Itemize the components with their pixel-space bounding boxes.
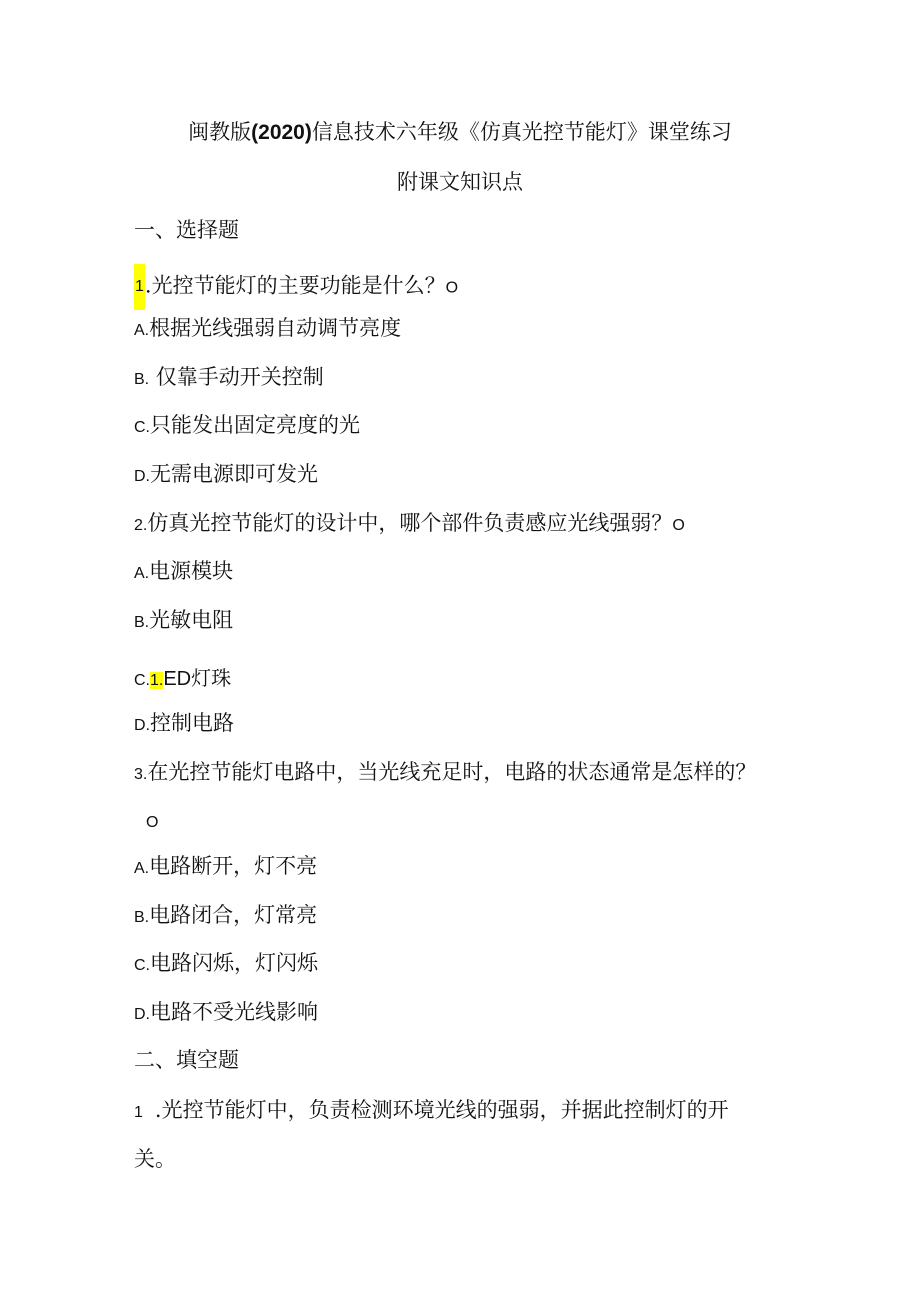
option-text: 仅靠手动开关控制 xyxy=(149,365,324,389)
question-1-text: .光控节能灯的主要功能是什么？ xyxy=(144,273,446,298)
option-letter: A. xyxy=(134,322,150,339)
question-2 xyxy=(134,509,685,540)
option-letter: C. xyxy=(134,419,150,436)
question-3-marker: O xyxy=(146,814,159,831)
title-prefix: 闽教版 xyxy=(188,120,252,144)
question-3-text: 在光控节能灯电路中，当光线充足时，电路的状态通常是怎样的？ xyxy=(147,760,757,784)
question-1-option-c xyxy=(134,411,360,442)
section-heading-choice: 一、选择题 xyxy=(134,218,239,242)
option-letter: A. xyxy=(134,565,150,582)
title-suffix: 信息技术六年级《仿真光控节能灯》课堂练习 xyxy=(311,120,732,144)
option-text: 电路闪烁，灯闪烁 xyxy=(150,951,318,975)
option-text: 控制电路 xyxy=(150,711,234,735)
option-text: 电路不受光线影响 xyxy=(150,1000,318,1024)
question-1-option-b xyxy=(134,363,324,394)
option-letter: A. xyxy=(134,860,150,877)
option-letter: B. xyxy=(134,371,150,388)
fill-question-1-number: 1 xyxy=(134,1104,143,1121)
question-3-option-c xyxy=(134,949,318,980)
question-3-marker-line xyxy=(146,806,158,837)
section-heading-fill: 二、填空题 xyxy=(134,1048,239,1072)
option-text: 无需电源即可发光 xyxy=(150,462,318,486)
question-3-option-a xyxy=(134,852,317,883)
question-1-option-a xyxy=(134,314,401,345)
question-2-option-d xyxy=(134,709,234,740)
question-1-marker: O xyxy=(445,279,459,297)
question-1 xyxy=(134,264,458,310)
option-letter: C. xyxy=(134,957,150,974)
fill-question-1 xyxy=(134,1096,729,1127)
question-3-option-b xyxy=(134,901,317,932)
document-subtitle: 附课文知识点 xyxy=(397,170,523,194)
option-text: 根据光线强弱自动调节亮度 xyxy=(149,316,402,340)
question-3 xyxy=(134,758,756,789)
option-highlight: 1. xyxy=(150,672,164,689)
option-letter: D. xyxy=(134,717,150,734)
option-letter: B. xyxy=(134,909,150,926)
option-text: 电路断开，灯不亮 xyxy=(149,854,318,878)
fill-question-1-text: .光控节能灯中，负责检测环境光线的强弱，并据此控制灯的开 xyxy=(154,1098,729,1122)
fill-question-1-continuation: 关。 xyxy=(134,1147,176,1171)
document-title xyxy=(0,118,920,147)
question-2-option-b xyxy=(134,606,233,637)
title-year: (2020) xyxy=(251,121,312,144)
option-letter: C. xyxy=(134,672,150,689)
option-text: 电路闭合，灯常亮 xyxy=(149,903,318,927)
question-1-option-d xyxy=(134,460,318,491)
question-2-option-c xyxy=(134,664,231,695)
question-2-marker: O xyxy=(672,517,685,534)
option-letter: B. xyxy=(134,614,150,631)
option-text: 电源模块 xyxy=(149,559,234,583)
question-2-text: 仿真光控节能灯的设计中，哪个部件负责感应光线强弱？ xyxy=(147,511,673,535)
question-2-number: 2. xyxy=(134,517,148,534)
option-text: 只能发出固定亮度的光 xyxy=(150,413,360,437)
question-1-number: 1 xyxy=(134,264,145,310)
option-text: 光敏电阻 xyxy=(149,608,234,632)
question-3-option-d xyxy=(134,998,318,1029)
question-2-option-a xyxy=(134,557,233,588)
option-letter: D. xyxy=(134,468,150,485)
option-text: ED灯珠 xyxy=(163,668,232,690)
option-letter: D. xyxy=(134,1006,150,1023)
question-3-number: 3. xyxy=(134,766,148,783)
